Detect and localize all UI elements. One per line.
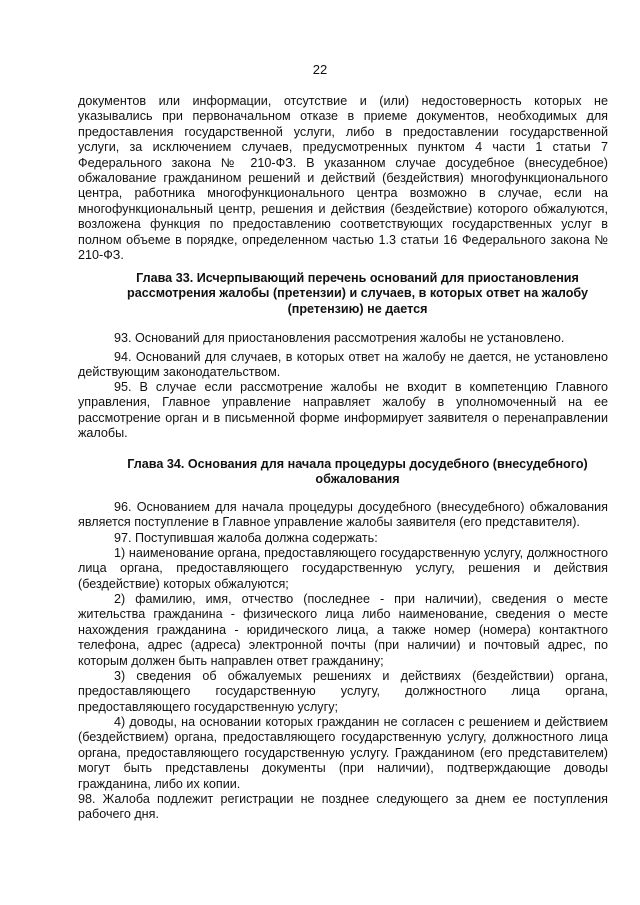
item-97-1: 1) наименование органа, предоставляющего государственную услугу, должностного лица органа, предоставляющего государственную услугу, решения и действия (бездействие) которых обжалуются; xyxy=(78,546,608,591)
item-96: 96. Основанием для начала процедуры досудебного (внесудебного) обжалования является поступление в Главное управление жалобы заявителя (его представителя). xyxy=(78,500,608,530)
item-97-2: 2) фамилию, имя, отчество (последнее - при наличии), сведения о месте жительства гражданина - физического лица либо наименование, сведения о месте нахождения гражданина - юридического лица, а также номер (номера) контактного телефона, адрес (адреса) электронной почты (при наличии) и почтовый адрес, по которым должен быть направлен ответ гражданину; xyxy=(78,592,608,668)
item-97-4: 4) доводы, на основании которых гражданин не согласен с решением и действием (бездействием) органа, предоставляющего государственную услугу, должностного лица органа, предоставляющего государственную услугу. Гражданином (его представителем) могут быть представлены документы (при наличии), подтверждающие доводы гражданина, либо их копии. xyxy=(78,715,608,791)
chapter-33-heading: Глава 33. Исчерпывающий перечень оснований для приостановления рассмотрения жалобы (претензии) и случаев, в которых ответ на жалобу (претензию) не дается xyxy=(127,271,588,316)
item-93: 93. Оснований для приостановления рассмотрения жалобы не установлено. xyxy=(114,331,565,345)
item-97: 97. Поступившая жалоба должна содержать: xyxy=(114,531,378,545)
item-95: 95. В случае если рассмотрение жалобы не входит в компетенцию Главного управления, Главное управление направляет жалобу в уполномоченный на ее рассмотрение орган и в письменной форме информирует заявителя о перенаправлении жалобы. xyxy=(78,380,608,441)
paragraph-continuation: документов или информации, отсутствие и (или) недостоверность которых не указывались при первоначальном отказе в приеме документов, необходимых для предоставления государственной услуги, либо в предоставлении государственной услуги, за исключением случаев, предусмотренных пунктом 4 части 1 статьи 7 Федерального закона № 210-ФЗ. В указанном случае досудебное (внесудебное) обжалование гражданином решений и действий (бездействия) многофункционального центра, работника многофункционального центра возможно в случае, если на многофункциональный центр, решения и действия (бездействие) которого обжалуются, возложена функция по предоставлению соответствующих государственных услуг в полном объеме в порядке, определенном частью 1.3 статьи 16 Федерального закона № 210-ФЗ. xyxy=(78,94,608,263)
chapter-34-heading: Глава 34. Основания для начала процедуры досудебного (внесудебного) обжалования xyxy=(127,457,588,487)
page-number: 22 xyxy=(312,62,328,77)
item-98: 98. Жалоба подлежит регистрации не позднее следующего за днем ее поступления рабочего дня. xyxy=(78,792,608,822)
item-94: 94. Оснований для случаев, в которых ответ на жалобу не дается, не установлено действующим законодательством. xyxy=(78,350,608,380)
item-97-3: 3) сведения об обжалуемых решениях и действиях (бездействии) органа, предоставляющего государственную услугу, должностного лица органа, предоставляющего государственную услугу; xyxy=(78,669,608,714)
